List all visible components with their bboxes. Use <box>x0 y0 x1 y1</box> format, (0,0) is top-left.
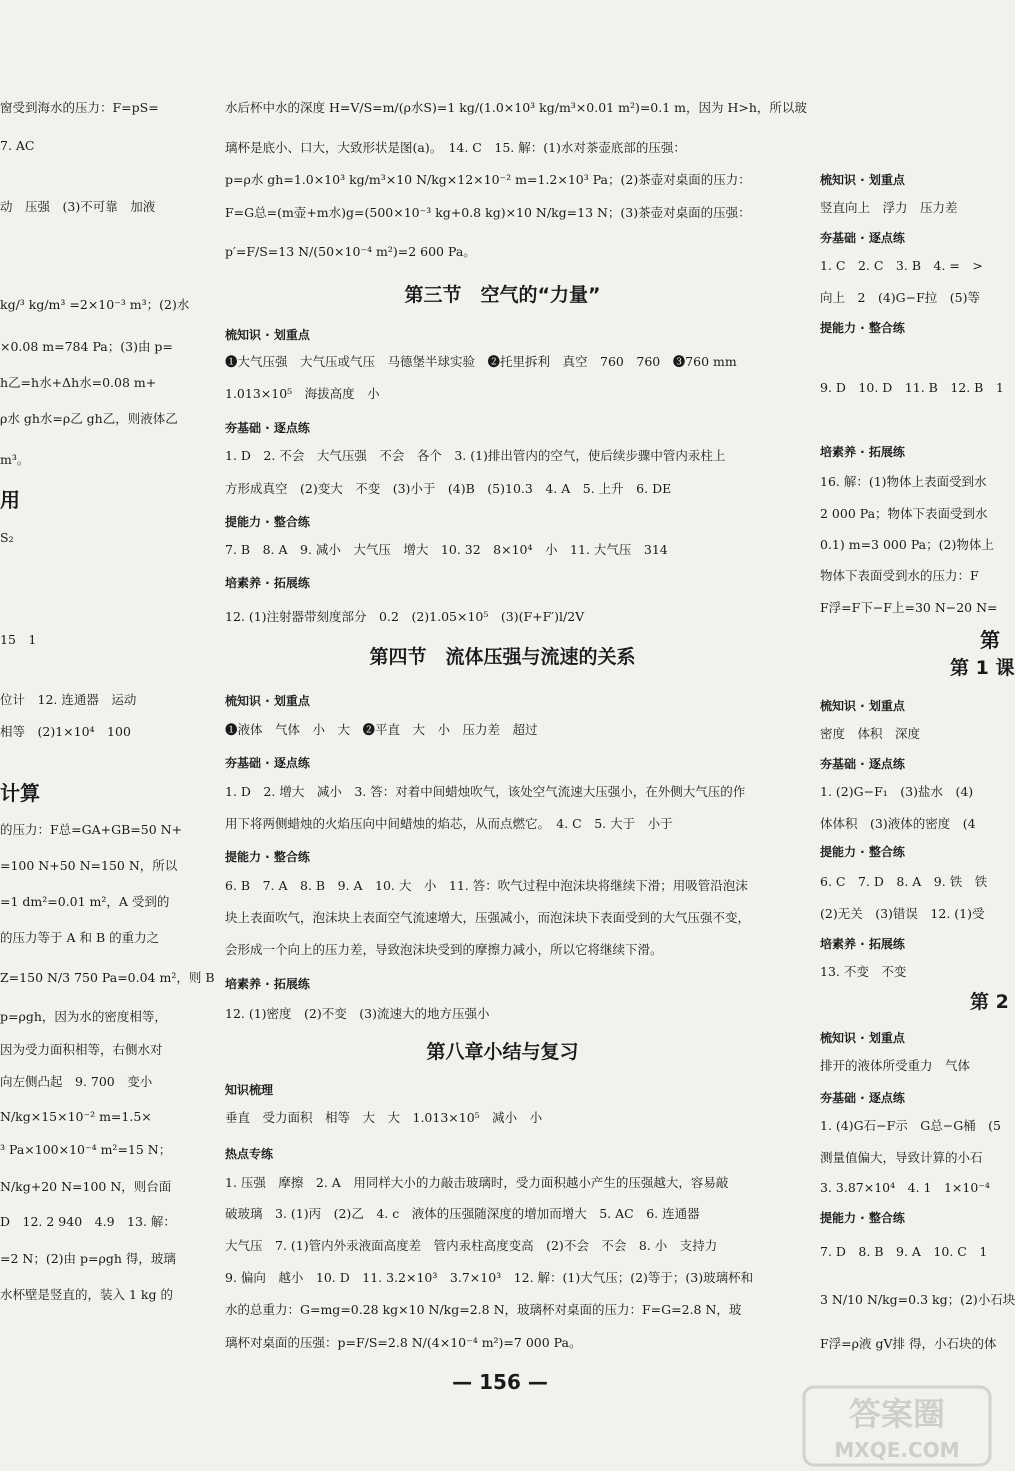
center-column-line: 12. (1)密度 (2)不变 (3)流速大的地方压强小 <box>225 1006 490 1021</box>
center-column-line: 1.013×10⁵ 海拔高度 小 <box>225 386 380 401</box>
center-column-line: 璃杯是底小、口大，大致形状是图(a)。 14. C 15. 解：(1)水对茶壶底部的压强： <box>225 140 686 155</box>
center-column-line: 用下将两侧蜡烛的火焰压向中间蜡烛的焰芯，从而点燃它。 4. C 5. 大于 小于 <box>225 816 673 831</box>
right-column-line: 梳知识 · 划重点 <box>820 1031 905 1045</box>
center-column-line: 块上表面吹气，泡沫块上表面空气流速增大，压强减小，而泡沫块下表面受到的大气压强不变， <box>225 910 751 925</box>
right-column-line: 梳知识 · 划重点 <box>820 173 905 187</box>
center-column-line: 9. 偏向 越小 10. D 11. 3.2×10³ 3.7×10³ 12. 解：(1)大气压；(2)等于；(3)玻璃杯和 <box>225 1270 754 1285</box>
right-column-line: 竖直向上 浮力 压力差 <box>820 200 958 215</box>
center-column-line: 水后杯中水的深度 H=V/S=m/(ρ水S)=1 kg/(1.0×10³ kg/m³×0.01 m²)=0.1 m，因为 H>h，所以玻 <box>225 100 807 115</box>
right-column-line: F浮=F下−F上=30 N−20 N= <box>820 600 998 615</box>
left-column <box>0 0 215 1471</box>
right-column-line: 1. (4)G石−F示 G总−G桶 (5 <box>820 1118 1002 1133</box>
right-column-line: 3 N/10 N/kg=0.3 kg；(2)小石块 <box>820 1292 1015 1307</box>
center-column-line: 第三节 空气的“力量” <box>404 284 601 306</box>
left-column-line: 窗受到海水的压力：F=pS= <box>0 100 159 115</box>
right-column-line: 1. C 2. C 3. B 4. = > <box>820 258 983 273</box>
watermark-bottom: MXQE.COM <box>834 1438 960 1462</box>
center-column-line: 大气压 7. (1)管内外汞液面高度差 管内汞柱高度变高 (2)不会 不会 8. 小 支持力 <box>225 1238 718 1253</box>
center-column-line: ❶液体 气体 小 大 ❷平直 大 小 压力差 超过 <box>225 722 538 737</box>
left-column-line: Z=150 N/3 750 Pa=0.04 m²，则 B <box>0 970 215 985</box>
left-column-line: N/kg+20 N=100 N，则台面 <box>0 1179 172 1194</box>
left-column-line: 用 <box>0 488 20 512</box>
center-column-line: 垂直 受力面积 相等 大 大 1.013×10⁵ 减小 小 <box>225 1110 543 1125</box>
center-column-line: p=ρ水 gh=1.0×10³ kg/m³×10 N/kg×12×10⁻² m=1.2×10³ Pa；(2)茶壶对桌面的压力： <box>225 172 751 187</box>
center-column-line: 知识梳理 <box>225 1083 274 1097</box>
watermark-icon <box>802 1385 992 1467</box>
right-column-line: 1. (2)G−F₁ (3)盐水 (4) <box>820 784 974 799</box>
left-column-line: ³ Pa×100×10⁻⁴ m²=15 N； <box>0 1142 172 1157</box>
watermark-logo <box>802 1385 992 1467</box>
center-column <box>225 0 807 1471</box>
right-column-line: 7. D 8. B 9. A 10. C 1 <box>820 1244 988 1259</box>
left-column-line: =100 N+50 N=150 N，所以 <box>0 858 178 873</box>
center-column-line: 梳知识 · 划重点 <box>225 328 310 342</box>
page-number: — 156 — <box>452 1370 548 1394</box>
right-column-line: 6. C 7. D 8. A 9. 铁 铁 <box>820 874 988 889</box>
left-column-line: 相等 (2)1×10⁴ 100 <box>0 724 131 739</box>
center-column-line: 培素养 · 拓展练 <box>225 576 310 590</box>
watermark-top: 答案圈 <box>848 1395 946 1433</box>
left-column-line: D 12. 2 940 4.9 13. 解： <box>0 1214 176 1229</box>
left-column-line: kg/³ kg/m³ =2×10⁻³ m³；(2)水 <box>0 297 190 312</box>
right-column-line: 向上 2 (4)G−F拉 (5)等 <box>820 290 980 305</box>
right-column-line: 提能力 · 整合练 <box>820 1211 905 1225</box>
left-column-line: 位计 12. 连通器 运动 <box>0 692 137 707</box>
left-column-line: S₂ <box>0 530 14 545</box>
left-column-line: =2 N；(2)由 p=ρgh 得，玻璃 <box>0 1251 176 1266</box>
right-column-line: 提能力 · 整合练 <box>820 845 905 859</box>
center-column-line: 方形成真空 (2)变大 不变 (3)小于 (4)B (5)10.3 4. A 5. 上升 6. DE <box>225 481 672 496</box>
center-column-line: 1. 压强 摩擦 2. A 用同样大小的力敲击玻璃时，受力面积越小产生的压强越大，容易敲 <box>225 1175 729 1190</box>
right-column-line: 16. 解：(1)物体上表面受到水 <box>820 474 987 489</box>
center-column-line: 热点专练 <box>225 1147 274 1161</box>
center-column-line: 培素养 · 拓展练 <box>225 977 310 991</box>
right-column-line: 排开的液体所受重力 气体 <box>820 1058 971 1073</box>
left-column-line: 计算 <box>0 781 40 805</box>
right-column-line: 2 000 Pa；物体下表面受到水 <box>820 506 988 521</box>
right-column-line: 梳知识 · 划重点 <box>820 699 905 713</box>
right-column-line: 夯基础 · 逐点练 <box>820 1091 905 1105</box>
right-column-line: 培素养 · 拓展练 <box>820 937 905 951</box>
right-column-line: 第 1 课 <box>950 657 1015 679</box>
left-column-line: 因为受力面积相等，右侧水对 <box>0 1042 163 1057</box>
left-column-line: 7. AC <box>0 138 35 153</box>
right-column-line: 密度 体积 深度 <box>820 726 921 741</box>
center-column-line: 提能力 · 整合练 <box>225 515 310 529</box>
center-column-line: 1. D 2. 不会 大气压强 不会 各个 3. (1)排出管内的空气，使后续步骤中管内汞柱上 <box>225 448 726 463</box>
right-column-line: F浮=ρ液 gV排 得，小石块的体 <box>820 1336 997 1351</box>
center-column-line: 会形成一个向上的压力差，导致泡沫块受到的摩擦力减小，所以它将继续下滑。 <box>225 942 663 957</box>
center-column-line: 7. B 8. A 9. 减小 大气压 增大 10. 32 8×10⁴ 小 11. 大气压 314 <box>225 542 668 557</box>
center-column-line: 第四节 流体压强与流速的关系 <box>369 646 636 668</box>
center-column-line: F=G总=(m壶+m水)g=(500×10⁻³ kg+0.8 kg)×10 N/kg=13 N；(3)茶壶对桌面的压强： <box>225 205 751 220</box>
left-column-line: 动 压强 (3)不可靠 加液 <box>0 199 156 214</box>
right-column-line: 测量值偏大，导致计算的小石 <box>820 1150 983 1165</box>
center-column-line: 破玻璃 3. (1)丙 (2)乙 4. c 液体的压强随深度的增加而增大 5. AC 6. 连通器 <box>225 1206 700 1221</box>
center-column-line: 6. B 7. A 8. B 9. A 10. 大 小 11. 答：吹气过程中泡沫块将继续下滑；用吸管沿泡沫 <box>225 878 748 893</box>
right-column-line: 9. D 10. D 11. B 12. B 1 <box>820 380 1004 395</box>
center-column-line: 1. D 2. 增大 减小 3. 答：对着中间蜡烛吹气，该处空气流速大压强小，在外侧大气压的作 <box>225 784 746 799</box>
center-column-line: 第八章小结与复习 <box>426 1041 579 1063</box>
left-column-line: 水杯壁是竖直的，装入 1 kg 的 <box>0 1287 173 1302</box>
right-column-line: 夯基础 · 逐点练 <box>820 231 905 245</box>
center-column-line: ❶大气压强 大气压或气压 马德堡半球实验 ❷托里拆利 真空 760 760 ❸760 mm <box>225 354 737 369</box>
right-column <box>820 0 1015 1471</box>
left-column-line: 的压力等于 A 和 B 的重力之 <box>0 930 160 945</box>
right-column-line: 培素养 · 拓展练 <box>820 445 905 459</box>
left-column-line: p=ρgh，因为水的密度相等， <box>0 1009 167 1024</box>
left-column-line: m³。 <box>0 452 30 467</box>
left-column-line: ρ水 gh水=ρ乙 gh乙，则液体乙 <box>0 411 178 426</box>
left-column-line: =1 dm²=0.01 m²，A 受到的 <box>0 894 170 909</box>
left-column-line: N/kg×15×10⁻² m=1.5× <box>0 1109 152 1124</box>
right-column-line: 3. 3.87×10⁴ 4. 1 1×10⁻⁴ <box>820 1180 990 1195</box>
left-column-line: 向左侧凸起 9. 700 变小 <box>0 1074 153 1089</box>
center-column-line: 12. (1)注射器带刻度部分 0.2 (2)1.05×10⁵ (3)(F+F′)l/2V <box>225 609 585 624</box>
center-column-line: 夯基础 · 逐点练 <box>225 756 310 770</box>
center-column-line: 夯基础 · 逐点练 <box>225 421 310 435</box>
center-column-line: 梳知识 · 划重点 <box>225 694 310 708</box>
right-column-line: 体体积 (3)液体的密度 (4 <box>820 816 976 831</box>
right-column-line: 0.1) m=3 000 Pa；(2)物体上 <box>820 537 994 552</box>
left-column-line: 的压力：F总=GA+GB=50 N+ <box>0 822 183 837</box>
center-column-line: 璃杯对桌面的压强：p=F/S=2.8 N/(4×10⁻⁴ m²)=7 000 Pa。 <box>225 1335 582 1350</box>
right-column-line: 提能力 · 整合练 <box>820 321 905 335</box>
right-column-line: 物体下表面受到水的压力：F <box>820 568 979 583</box>
center-column-line: p′=F/S=13 N/(50×10⁻⁴ m²)=2 600 Pa。 <box>225 244 476 259</box>
right-column-line: 13. 不变 不变 <box>820 964 907 979</box>
center-column-line: 提能力 · 整合练 <box>225 850 310 864</box>
left-column-line: 15 1 <box>0 632 37 647</box>
left-column-line: h乙=h水+Δh水=0.08 m+ <box>0 375 157 390</box>
right-column-line: 第 2 <box>970 991 1009 1013</box>
right-column-line: (2)无关 (3)错误 12. (1)受 <box>820 906 985 921</box>
right-column-line: 夯基础 · 逐点练 <box>820 757 905 771</box>
right-column-line: 第 <box>980 628 1000 652</box>
center-column-line: 水的总重力：G=mg=0.28 kg×10 N/kg=2.8 N，玻璃杯对桌面的压力：F=G=2.8 N，玻 <box>225 1302 742 1317</box>
left-column-line: ×0.08 m=784 Pa；(3)由 p= <box>0 339 173 354</box>
